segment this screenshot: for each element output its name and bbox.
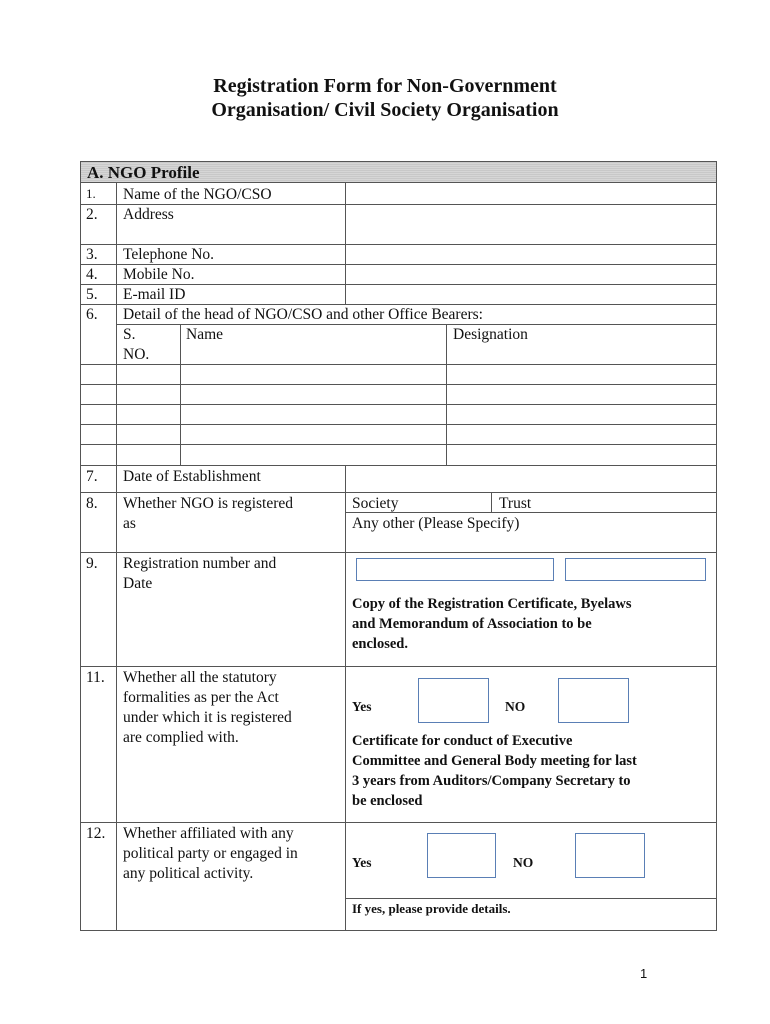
mobile-input[interactable] — [346, 265, 716, 284]
page-number: 1 — [640, 966, 648, 981]
bearer-row-3[interactable] — [117, 405, 716, 424]
row-1-label: Name of the NGO/CSO — [123, 186, 272, 203]
row-3-label: Telephone No. — [123, 246, 215, 263]
registration-note-2: and Memorandum of Association to be — [352, 616, 592, 632]
table-border-bottom — [80, 930, 717, 931]
registration-number-input[interactable] — [356, 558, 554, 581]
statutory-yes-label: Yes — [352, 699, 372, 714]
bearer-row-5[interactable] — [117, 445, 716, 464]
email-input[interactable] — [346, 285, 716, 304]
row-line — [80, 822, 717, 823]
row-1-number: 1. — [86, 186, 96, 201]
statutory-yes-checkbox[interactable] — [418, 678, 489, 723]
registration-note-3: enclosed. — [352, 636, 408, 652]
row-8-label-2: as — [123, 515, 136, 532]
political-no-label: NO — [513, 855, 534, 870]
telephone-input[interactable] — [346, 245, 716, 264]
row-3-number: 3. — [86, 246, 98, 263]
political-details-input[interactable] — [346, 912, 716, 930]
registration-date-input[interactable] — [565, 558, 706, 581]
section-header — [80, 161, 717, 183]
row-5-number: 5. — [86, 286, 98, 303]
form-title-line-2: Organisation/ Civil Society Organisation — [211, 99, 559, 121]
statutory-note-2: Committee and General Body meeting for last — [352, 753, 637, 769]
establishment-date-input[interactable] — [346, 466, 716, 492]
row-line — [345, 512, 717, 513]
row-6-label: Detail of the head of NGO/CSO and other Office Bearers: — [123, 306, 483, 323]
row-9-label-2: Date — [123, 575, 153, 592]
bearers-sno-header-2: NO. — [123, 346, 150, 363]
address-input[interactable] — [346, 205, 716, 244]
row-4-number: 4. — [86, 266, 98, 283]
registration-note-1: Copy of the Registration Certificate, Byelaws — [352, 596, 632, 612]
statutory-no-label: NO — [505, 699, 526, 714]
statutory-note-3: 3 years from Auditors/Company Secretary to — [352, 773, 631, 789]
row-line — [80, 492, 717, 493]
bearers-sno-header: S. — [123, 326, 136, 343]
option-any-other[interactable]: Any other (Please Specify) — [352, 515, 520, 532]
value-column-divider-mid — [345, 465, 346, 666]
value-column-divider-bottom — [345, 666, 346, 931]
bearer-row-1[interactable] — [117, 365, 716, 384]
row-12-number: 12. — [86, 825, 106, 842]
section-title: A. NGO Profile — [87, 163, 200, 182]
row-11-label-1: Whether all the statutory — [123, 669, 277, 686]
row-12-label-2: political party or engaged in — [123, 845, 298, 862]
bearer-row-4[interactable] — [117, 425, 716, 444]
statutory-note-1: Certificate for conduct of Executive — [352, 733, 573, 749]
row-11-label-2: formalities as per the Act — [123, 689, 279, 706]
row-2-label: Address — [123, 206, 174, 223]
row-5-label: E-mail ID — [123, 286, 186, 303]
row-2-number: 2. — [86, 206, 98, 223]
row-12-label-1: Whether affiliated with any — [123, 825, 294, 842]
table-border-right — [716, 183, 717, 931]
row-7-number: 7. — [86, 468, 98, 485]
ngo-name-input[interactable] — [346, 184, 716, 204]
row-7-label: Date of Establishment — [123, 468, 261, 485]
row-line — [80, 666, 717, 667]
political-yes-checkbox[interactable] — [427, 833, 496, 878]
form-title-line-1: Registration Form for Non-Government — [213, 75, 557, 97]
number-column-divider — [116, 183, 117, 931]
row-11-label-4: are complied with. — [123, 729, 239, 746]
political-no-checkbox[interactable] — [575, 833, 645, 878]
row-6-number: 6. — [86, 306, 98, 323]
row-line — [80, 552, 717, 553]
row-4-label: Mobile No. — [123, 266, 195, 283]
table-border-left — [80, 183, 81, 931]
bearers-designation-header: Designation — [453, 326, 528, 343]
row-11-label-3: under which it is registered — [123, 709, 292, 726]
political-details-note: If yes, please provide details. — [352, 901, 511, 916]
row-12-label-3: any political activity. — [123, 865, 254, 882]
bearers-name-header: Name — [186, 326, 224, 343]
political-yes-label: Yes — [352, 855, 372, 870]
row-11-number: 11. — [86, 669, 105, 686]
row-9-label-1: Registration number and — [123, 555, 277, 572]
row-8-number: 8. — [86, 495, 98, 512]
option-society[interactable]: Society — [352, 495, 399, 512]
row-9-number: 9. — [86, 555, 98, 572]
statutory-note-4: be enclosed — [352, 793, 423, 809]
row-8-label-1: Whether NGO is registered — [123, 495, 294, 512]
bearer-row-2[interactable] — [117, 385, 716, 404]
option-trust[interactable]: Trust — [499, 495, 532, 512]
society-trust-divider — [491, 492, 492, 512]
statutory-no-checkbox[interactable] — [558, 678, 629, 723]
